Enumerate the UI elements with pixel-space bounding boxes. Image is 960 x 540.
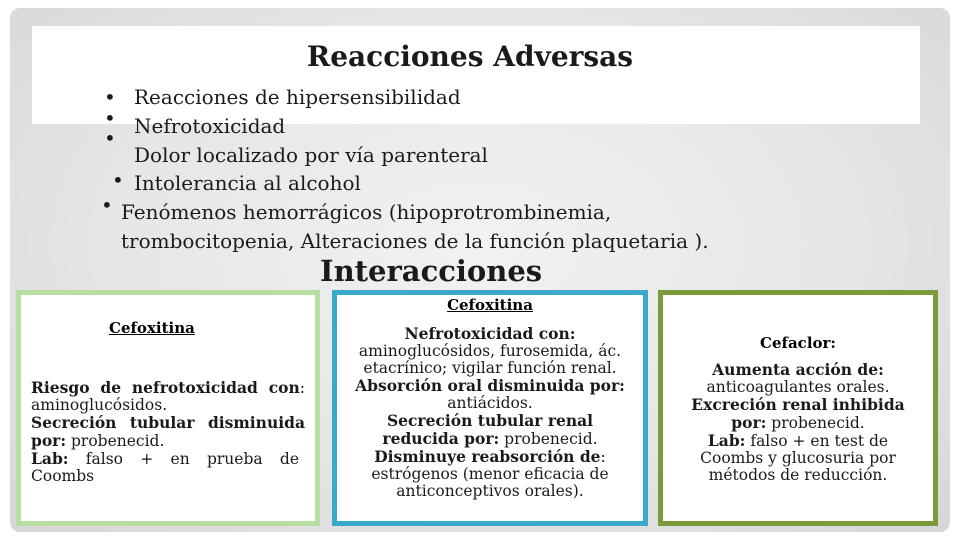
bullet-item: Nefrotoxicidad — [134, 114, 286, 138]
bullet-dot: • — [104, 126, 116, 150]
interaction-card-cefaclor — [658, 290, 938, 526]
bullet-dot: • — [104, 85, 116, 109]
card-heading: Cefaclor: — [760, 334, 836, 352]
bullet-item: Dolor localizado por vía parenteral — [134, 143, 488, 167]
interaction-card-cefoxitina-1 — [16, 290, 320, 526]
bullet-item: Reacciones de hipersensibilidad — [134, 85, 461, 109]
section-subtitle: Interacciones — [320, 254, 543, 288]
interaction-card-cefoxitina-2 — [332, 290, 648, 526]
slide-title: Reacciones Adversas — [306, 40, 634, 73]
card-line: Secreción tubular disminuida por: probenecid. — [31, 413, 305, 450]
bullet-item: Intolerancia al alcohol — [134, 171, 361, 195]
card-line: Secreción tubular renal reducida por: probenecid. — [382, 411, 598, 448]
bullet-item-continued: trombocitopenia, Alteraciones de la función plaquetaria ). — [121, 229, 709, 253]
card-line: Riesgo de nefrotoxicidad con: aminoglucósidos. — [31, 378, 305, 414]
bullet-dot: • — [104, 106, 116, 130]
card-line: Lab: falso + en test de Coombs y glucosuria por métodos de reducción. — [700, 431, 896, 484]
card-line: Absorción oral disminuida por: antiácidos. — [355, 376, 625, 412]
bullet-dot: • — [112, 168, 124, 192]
card-line: Nefrotoxicidad con: aminoglucósidos, furosemida, ác. etacrínico; vigilar función renal. — [358, 324, 622, 377]
card-line: Excreción renal inhibida por: probenecid. — [691, 395, 905, 432]
card-heading: Cefoxitina — [447, 296, 533, 314]
card-heading: Cefoxitina — [109, 319, 195, 337]
card-line: Aumenta acción de: anticoagulantes orales. — [706, 360, 890, 396]
card-line: Disminuye reabsorción de: estrógenos (menor eficacia de anticonceptivos orales). — [371, 447, 609, 500]
card-line: Lab: falso + en prueba de Coombs — [31, 449, 299, 485]
bullet-dot: • — [101, 193, 113, 217]
bullet-item: Fenómenos hemorrágicos (hipoprotrombinemia, — [121, 200, 612, 224]
